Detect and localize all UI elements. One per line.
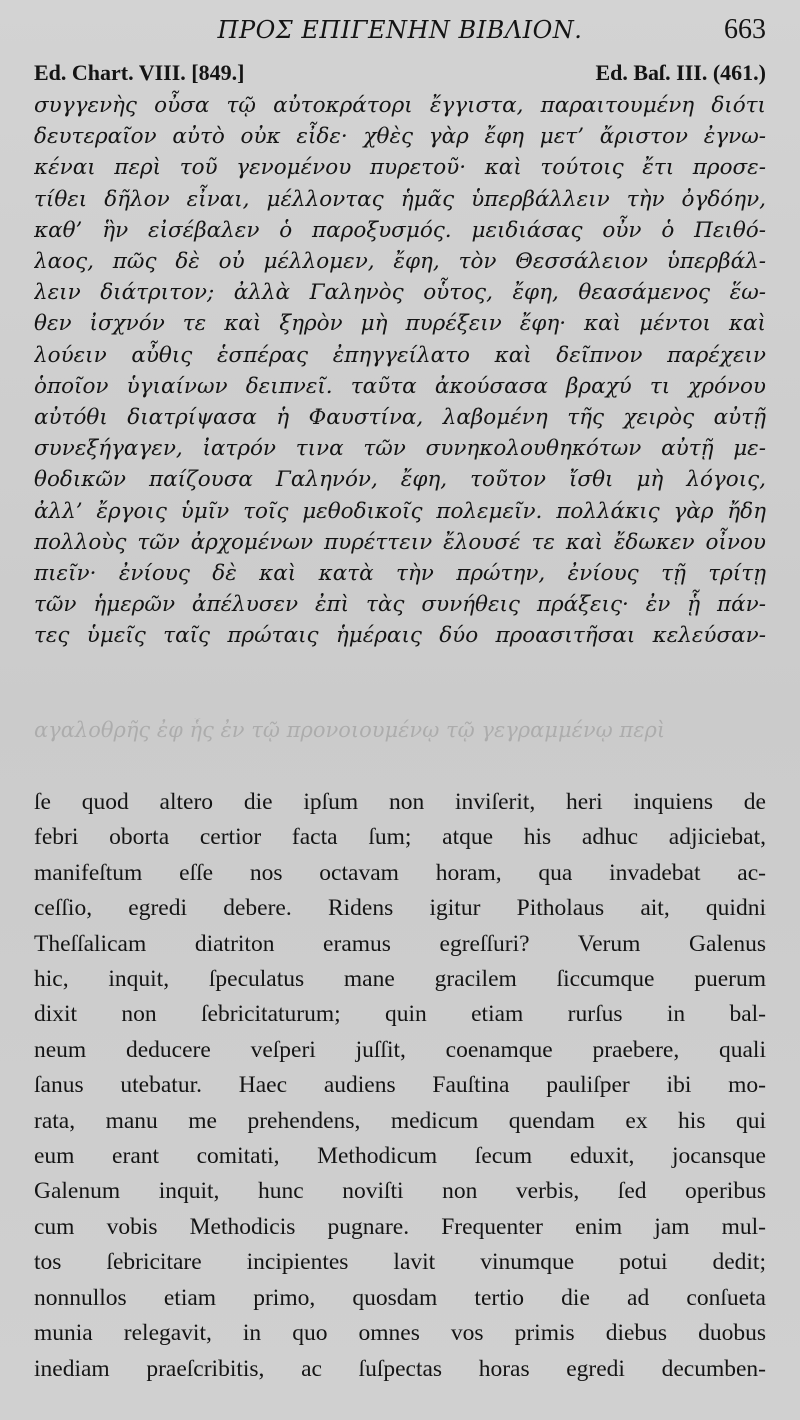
latin-line: cum vobis Methodicis pugnare. Frequenter enim jam mul- (34, 1213, 766, 1240)
greek-line: πιεῖν· ἐνίους δὲ καὶ κατὰ τὴν πρώτην, ἐνίους τῇ τρίτῃ (34, 561, 766, 587)
latin-text-block (34, 785, 766, 1387)
edition-references (34, 60, 766, 88)
greek-line: λούειν αὖθις ἑσπέρας ἐπηγγείλατο καὶ δεῖπνον παρέχειν (34, 342, 766, 368)
greek-line: πολλοὺς τῶν ἀρχομένων πυρέττειν ἔλουσέ τε καὶ ἔδωκεν οἶνου (34, 529, 766, 555)
greek-line: τες ὑμεῖς ταῖς πρώταις ἡμέραις δύο προασιτῆσαι κελεύσαν- (34, 623, 766, 649)
latin-line: nonnullos etiam primo, quosdam tertio die ad conſueta (34, 1284, 766, 1311)
page-number: 663 (724, 14, 766, 45)
greek-line: δευτεραῖον αὐτὸ οὐκ εἶδε· χθὲς γὰρ ἔφη μετ’ ἄριστον ἐγνω- (34, 124, 766, 150)
greek-line: τίθει δῆλον εἶναι, μέλλοντας ἡμᾶς ὑπερβάλλειν τὴν ὀγδόην, (34, 186, 766, 212)
latin-line: ſe quod altero die ipſum non inviſerit, heri inquiens de (34, 789, 766, 815)
greek-line: κέναι περὶ τοῦ γενομένου πυρετοῦ· καὶ τούτοις ἔτι προσε- (34, 155, 766, 181)
greek-line: θεν ἰσχνόν τε καὶ ξηρὸν μὴ πυρέξειν ἔφη· καὶ μέντοι καὶ (34, 311, 766, 337)
latin-line: febri oborta certior facta ſum; atque his adhuc adjiciebat, (34, 824, 766, 851)
latin-line: neum deducere veſperi juſſit, coenamque praebere, quali (34, 1036, 766, 1063)
latin-line: rata, manu me prehendens, medicum quendam ex his qui (34, 1107, 766, 1134)
latin-line: ſanus utebatur. Haec audiens Fauſtina pauliſper ibi mo- (34, 1072, 766, 1099)
page-header (34, 14, 766, 48)
greek-text-block (34, 90, 766, 652)
greek-line: ὁποῖον ὑγιαίνων δειπνεῖ. ταῦτα ἀκούσασα βραχύ τι χρόνου (34, 373, 766, 399)
greek-line: καθ’ ἣν εἰσέβαλεν ὁ παροξυσμός. μειδιάσας οὖν ὁ Πειθό- (34, 217, 766, 243)
latin-line: manifeſtum eſſe nos octavam horam, qua invadebat ac- (34, 859, 766, 886)
latin-line: dixit non ſebricitaturum; quin etiam rurſus in bal- (34, 1001, 766, 1028)
running-title: ΠΡΟΣ ΕΠΙΓΕΝΗΝ ΒΙΒΛΙΟΝ. (217, 16, 583, 44)
greek-line: θοδικῶν παίζουσα Γαληνόν, ἔφη, τοῦτον ἴσθι μὴ λόγοις, (34, 467, 766, 493)
greek-line: ἀλλ’ ἔργοις ὑμῖν τοῖς μεθοδικοῖς πολεμεῖν. πολλάκις γὰρ ἤδη (34, 498, 766, 524)
latin-line: hic, inquit, ſpeculatus mane gracilem ſiccumque puerum (34, 966, 766, 993)
greek-line: συνεξήγαγεν, ἰατρόν τινα τῶν συνηκολουθηκότων αὐτῇ με- (34, 436, 766, 462)
greek-line: λαος, πῶς δὲ οὐ μέλλομεν, ἔφη, τὸν Θεσσάλειον ὑπερβάλ- (34, 249, 766, 275)
greek-line: αὐτόθι διατρίψασα ἡ Φαυστίνα, λαβομένη τῆς χειρὸς αὐτῇ (34, 405, 766, 431)
latin-line: Galenum inquit, hunc noviſti non verbis, ſed operibus (34, 1178, 766, 1205)
edition-chartier: Ed. Chart. VIII. [849.] (34, 60, 245, 85)
greek-line: συγγενὴς οὖσα τῷ αὐτοκράτορι ἔγγιστα, παραιτουμένη διότι (34, 93, 766, 118)
greek-line: λειν διάτριτον; ἀλλὰ Γαληνὸς οὗτος, ἔφη, θεασάμενος ἕω- (34, 280, 766, 306)
greek-line: τῶν ἡμερῶν ἀπέλυσεν ἐπὶ τὰς συνήθεις πράξεις· ἐν ᾗ πάν- (34, 592, 766, 618)
latin-line: Theſſalicam diatriton eramus egreſſuri? Verum Galenus (34, 930, 766, 957)
latin-line: munia relegavit, in quo omnes vos primis diebus duobus (34, 1320, 766, 1347)
latin-line: inediam praeſcribitis, ac ſuſpectas horas egredi decumben- (34, 1355, 766, 1382)
latin-line: ceſſio, egredi debere. Ridens igitur Pitholaus ait, quidni (34, 895, 766, 922)
latin-line: tos ſebricitare incipientes lavit vinumque potui dedit; (34, 1249, 766, 1276)
latin-line: eum erant comitati, Methodicum ſecum eduxit, jocansque (34, 1143, 766, 1170)
bleed-through-text: αγαλοθρῆς ἐφ ἧς ἐν τῷ προνοιουμένῳ τῷ γεγραμμένῳ περὶ (34, 718, 666, 742)
edition-basel: Ed. Baſ. III. (461.) (595, 60, 766, 85)
